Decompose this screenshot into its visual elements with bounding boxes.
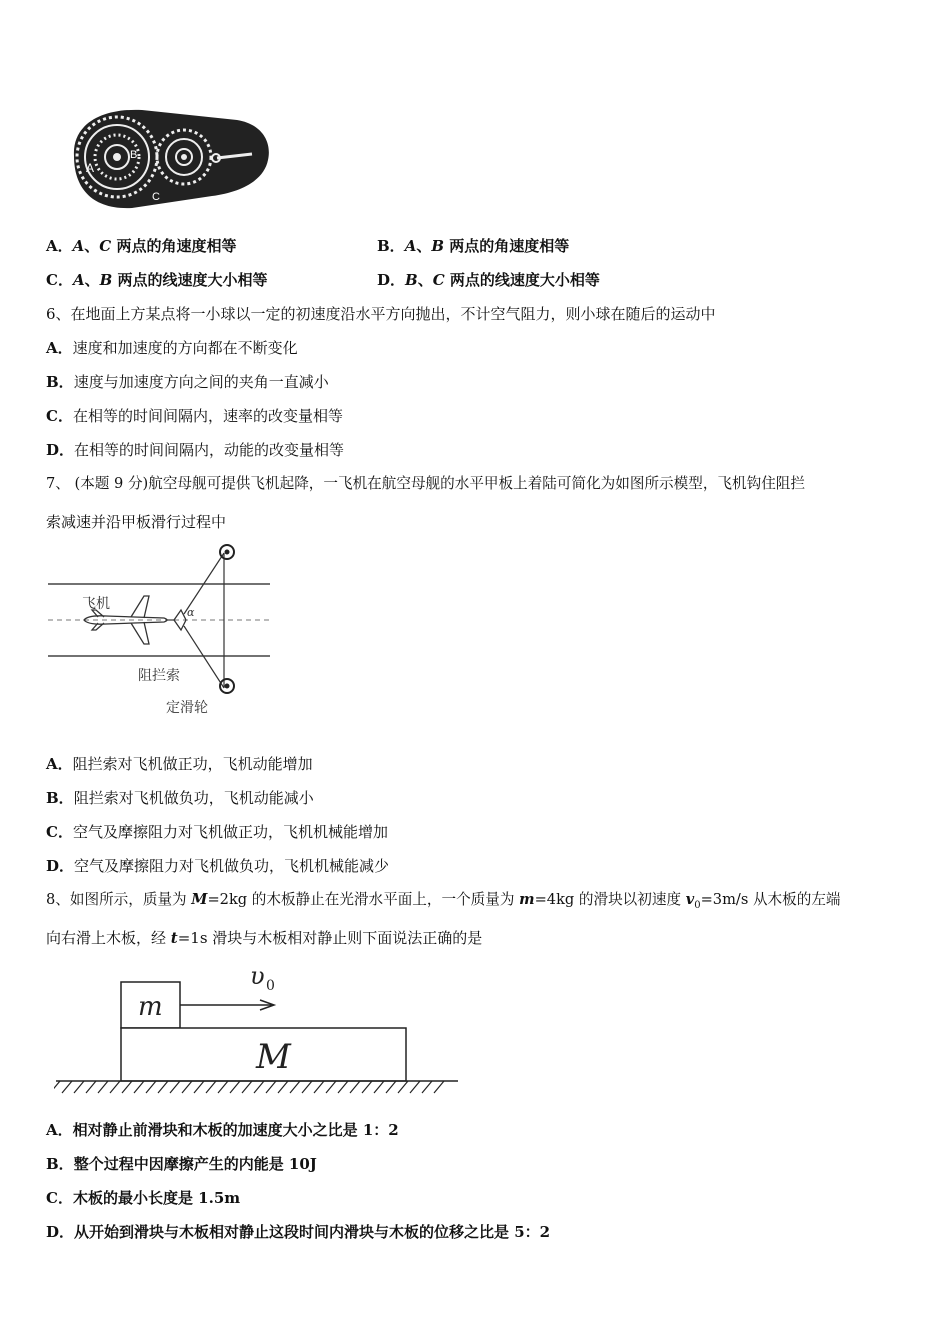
ground-hatch (362, 1081, 372, 1093)
ground-hatch (350, 1081, 360, 1093)
q6-option-b: B．速度与加速度方向之间的夹角一直减小 (46, 373, 329, 391)
q7-stem-line2: 索减速并沿甲板滑行过程中 (46, 513, 227, 531)
q8-option-d: D．从开始到滑块与木板相对静止这段时间内滑块与木板的位移之比是 5：2 (46, 1223, 551, 1241)
ground-hatch (242, 1081, 252, 1093)
q8-option-a: A．相对静止前滑块和木板的加速度大小之比是 1：2 (46, 1121, 399, 1139)
q7-option-b: B．阻拦索对飞机做负功，飞机动能减小 (46, 789, 314, 807)
ground-hatch (110, 1081, 120, 1093)
q7-stem-line1: 7、 (本题 9 分)航空母舰可提供飞机起降，一飞机在航空母舰的水平甲板上着陆可简化为如图所示模型，飞机钩住阻拦 (46, 475, 805, 492)
q8-stem-line1: 8、如图所示，质量为 M=2kg 的木板静止在光滑水平面上，一个质量为 m=4kg 的滑块以初速度 $v_0=3m/s$ 从木板的左端 (46, 891, 841, 911)
ground-hatch (398, 1081, 408, 1093)
pulley-top-icon (220, 545, 234, 559)
ground-hatch (74, 1081, 84, 1093)
ground-hatch (98, 1081, 108, 1093)
board-label: M (256, 1037, 291, 1077)
ground-hatch (54, 1081, 60, 1093)
ground-hatch (170, 1081, 180, 1093)
ground-hatch (326, 1081, 336, 1093)
ground-hatch (230, 1081, 240, 1093)
q5-option-d: D．B、C 两点的线速度大小相等 (377, 271, 600, 289)
q8-option-c: C．木板的最小长度是 1.5m (46, 1189, 241, 1207)
ground-hatch (338, 1081, 348, 1093)
ground-hatch (434, 1081, 444, 1093)
ground-hatch (194, 1081, 204, 1093)
gear-label-a: A (86, 161, 95, 175)
ground-hatch (158, 1081, 168, 1093)
ground-hatch (290, 1081, 300, 1093)
carrier-figure (46, 540, 272, 722)
cable-label: 阻拦索 (138, 668, 180, 684)
velocity-sub: 0 (266, 978, 275, 994)
ground-hatch (86, 1081, 96, 1093)
ground-hatch (122, 1081, 132, 1093)
ground-hatch (146, 1081, 156, 1093)
plane-label: 飞机 (82, 596, 110, 612)
q8-stem-line2: 向右滑上木板，经 t=1s 滑块与木板相对静止则下面说法正确的是 (46, 929, 483, 947)
q8-option-b: B．整个过程中因摩擦产生的内能是 10J (46, 1155, 317, 1173)
pulley-label: 定滑轮 (166, 700, 208, 716)
ground-hatch (374, 1081, 384, 1093)
alpha-label: α (187, 606, 195, 619)
ground-hatch (182, 1081, 192, 1093)
ground-hatch (206, 1081, 216, 1093)
q5-option-b: B．A、B 两点的角速度相等 (377, 237, 570, 255)
ground-hatch (62, 1081, 72, 1093)
q7-option-a: A．阻拦索对飞机做正功，飞机动能增加 (46, 755, 313, 773)
velocity-label: υ (250, 962, 265, 990)
q6-option-d: D．在相等的时间间隔内，动能的改变量相等 (46, 441, 345, 459)
q7-option-c: C．空气及摩擦阻力对飞机做正功，飞机机械能增加 (46, 823, 388, 841)
q6-option-a: A．速度和加速度的方向都在不断变化 (46, 339, 298, 357)
ground-hatch (302, 1081, 312, 1093)
block-label: m (138, 992, 163, 1022)
gear-label-b: B (130, 149, 138, 161)
ground-hatch (422, 1081, 432, 1093)
q5-option-c: C．A、B 两点的线速度大小相等 (46, 271, 268, 289)
ground-hatch (134, 1081, 144, 1093)
q6-option-c: C．在相等的时间间隔内，速率的改变量相等 (46, 407, 343, 425)
gear-figure (62, 100, 274, 218)
ground-hatch (266, 1081, 276, 1093)
q7-option-d: D．空气及摩擦阻力对飞机做负功，飞机机械能减少 (46, 857, 390, 875)
gear-label-c: C (152, 191, 160, 203)
q6-stem: 6、在地面上方某点将一小球以一定的初速度沿水平方向抛出，不计空气阻力，则小球在随后的运动中 (46, 305, 716, 323)
block-board-figure (54, 962, 464, 1108)
q5-option-a: A．A、C 两点的角速度相等 (46, 237, 237, 255)
ground-hatch (386, 1081, 396, 1093)
ground-hatch (278, 1081, 288, 1093)
ground-hatch (254, 1081, 264, 1093)
ground-hatch (410, 1081, 420, 1093)
ground-hatch (218, 1081, 228, 1093)
ground-hatch (314, 1081, 324, 1093)
